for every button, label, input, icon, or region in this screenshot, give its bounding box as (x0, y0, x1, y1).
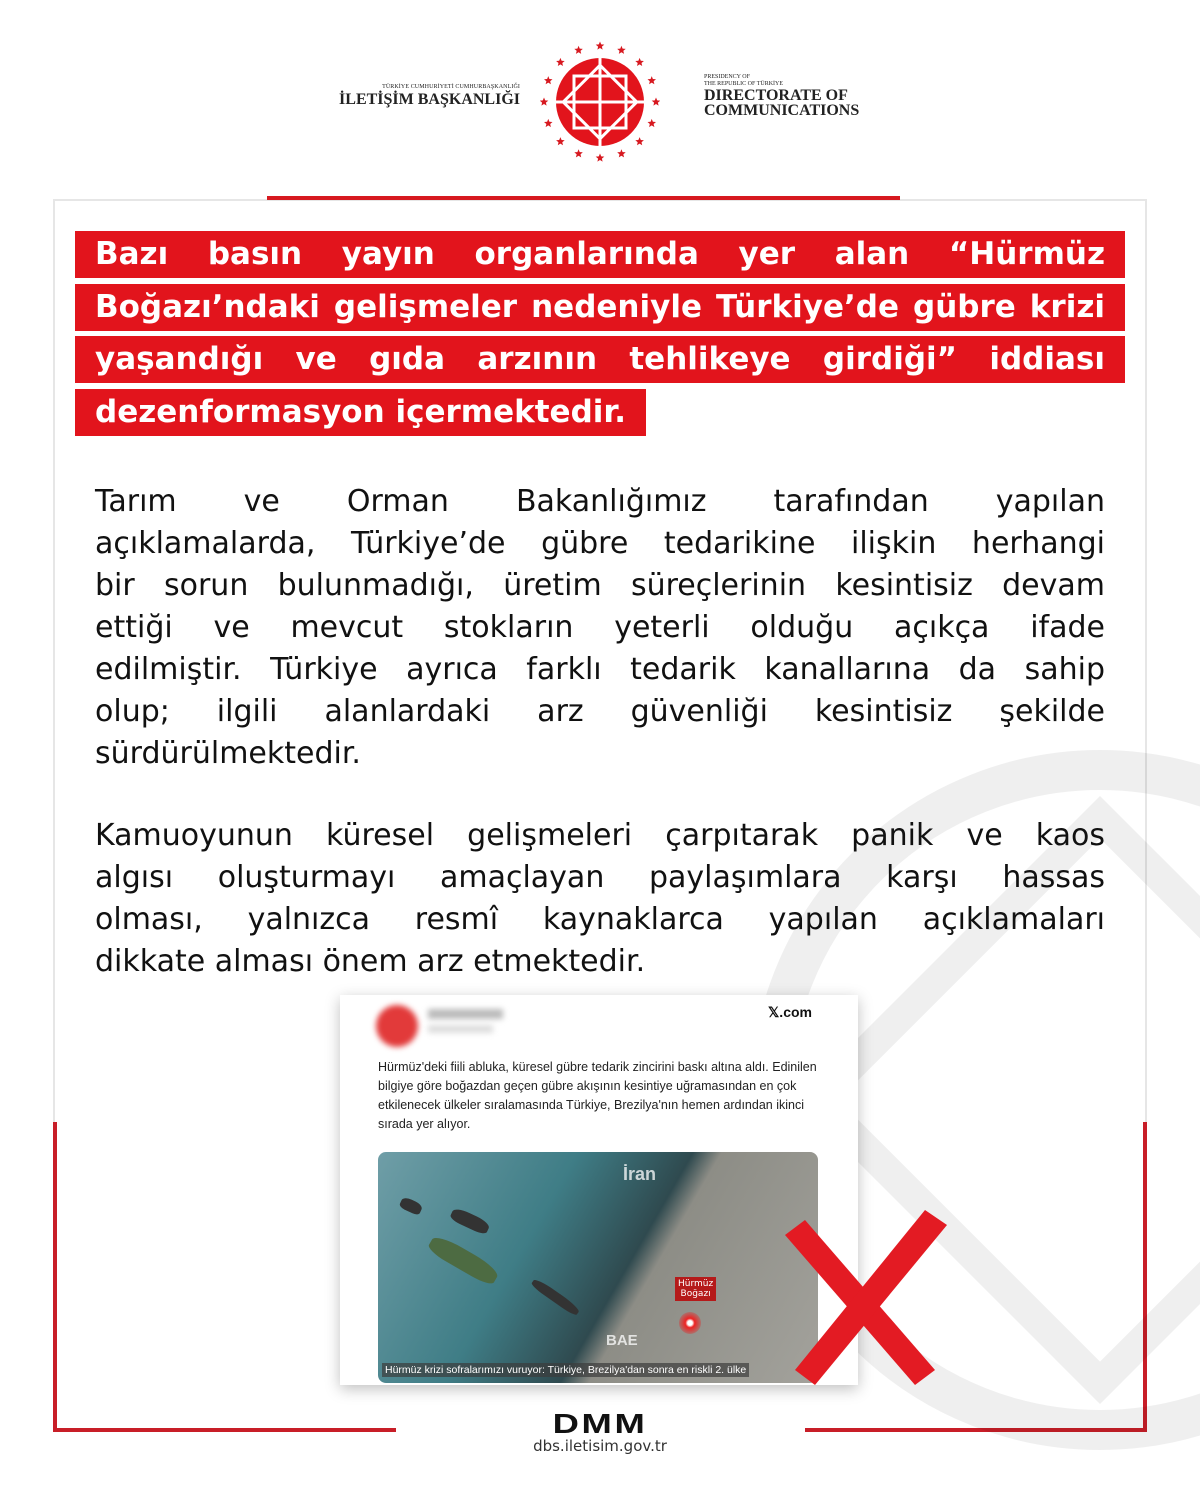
body-p2-line: Kamuoyunun küresel gelişmeleri çarpıtarak panik ve kaos (95, 818, 1105, 853)
ship (449, 1206, 491, 1236)
headline-line-4: dezenformasyon içermektedir. (75, 389, 646, 436)
emblem-star-icon (635, 58, 644, 66)
tweet-text: Hürmüz'deki fiili abluka, küresel gübre tedarik zincirini baskı altına aldı. Edinilen bilgiye göre boğazdan geçen gübre akışının kesintiye uğramasından en çok etkilenecek ülkeler sıralamasında Türkiye, Brezilya'nın hemen ardından ikinci sırada yer alıyor. (378, 1060, 817, 1131)
blurred-account-handle (428, 1025, 493, 1033)
emblem-star-icon (574, 149, 583, 157)
emblem-star-icon (596, 154, 605, 162)
body-p1-line: Tarım ve Orman Bakanlığımız tarafından yapılan (95, 484, 1105, 519)
emblem-star-icon (556, 58, 565, 66)
body-p1-line: sürdürülmektedir. (95, 736, 361, 771)
image-caption: Hürmüz krizi sofralarımızı vuruyor: Türkiye, Brezilya'dan sonra en riskli 2. ülke (382, 1363, 749, 1377)
map-label-iran: İran (623, 1164, 657, 1184)
body-p1-line: edilmiştir. Türkiye ayrıca farklı tedarik kanallarına da sahip (95, 652, 1105, 687)
emblem-logo-icon (540, 32, 660, 172)
header-left-title: İLETİŞİM BAŞKANLIĞI (339, 91, 520, 108)
map-pin-label (675, 1277, 716, 1301)
body-p1-line: ettiği ve mevcut stokların yeterli olduğu açıkça ifade (95, 610, 1105, 645)
ship (530, 1277, 581, 1317)
header-right-small-2: THE REPUBLIC OF TÜRKİYE (704, 81, 784, 87)
header-left-small: TÜRKİYE CUMHURİYETİ CUMHURBAŞKANLIĞI (382, 84, 520, 90)
emblem-star-icon (648, 119, 657, 127)
body-p1-line: açıklamalarda, Türkiye’de gübre tedarikine ilişkin herhangi (95, 526, 1105, 561)
body-p1-line: olup; ilgili alanlardaki arz güvenliği kesintisiz şekilde (95, 694, 1105, 729)
body-p2-line: algısı oluşturmayı amaçlayan paylaşımlara karşı hassas (95, 860, 1105, 895)
red-x-icon (775, 1195, 955, 1395)
emblem-star-icon (540, 98, 548, 106)
headline-line-2: Boğazı’ndaki gelişmeler nedeniyle Türkiye’de gübre krizi (75, 284, 1125, 331)
map-label-bae: BAE (606, 1332, 638, 1349)
header-right-title-1: DIRECTORATE OF (704, 87, 848, 104)
headline-line-1: Bazı basın yayın organlarında yer alan “Hürmüz (75, 231, 1125, 278)
header-right-title-2: COMMUNICATIONS (704, 102, 860, 119)
emblem-star-icon (544, 76, 553, 84)
emblem-star-icon (617, 149, 626, 157)
body-p2-line: dikkate alması önem arz etmektedir. (95, 944, 646, 979)
dmm-logo: DMM (552, 1408, 648, 1439)
pin-label-line-2: Boğazı (680, 1289, 711, 1299)
emblem-star-icon (544, 119, 553, 127)
x-com-label: 𝕏.com (768, 1004, 812, 1020)
blurred-avatar (376, 1005, 418, 1047)
ship (426, 1233, 501, 1288)
ship (398, 1196, 423, 1216)
body-p1-line: bir sorun bulunmadığı, üretim süreçlerinin kesintisiz devam (95, 568, 1105, 603)
emblem-star-icon (652, 98, 660, 106)
location-marker-icon (679, 1312, 701, 1334)
emblem-star-icon (556, 137, 565, 145)
body-p2-line: olması, yalnızca resmî kaynaklarca yapılan açıklamaları (95, 902, 1105, 937)
header-right-logo-text (704, 74, 859, 118)
emblem-star-icon (617, 46, 626, 54)
emblem-star-icon (635, 137, 644, 145)
footer-url[interactable]: dbs.iletisim.gov.tr (533, 1437, 667, 1455)
left-red-rule (53, 1122, 57, 1432)
top-red-rule (267, 196, 900, 200)
emblem-star-icon (574, 46, 583, 54)
emblem-star-icon (596, 42, 605, 50)
tweet-map-image (378, 1152, 818, 1383)
header-left-logo-text (330, 84, 520, 109)
header-right-small-1: PRESIDENCY OF (704, 74, 750, 80)
pin-label-line-1: Hürmüz (678, 1279, 714, 1289)
headline-line-3: yaşandığı ve gıda arzının tehlikeye girdiği” iddiası (75, 336, 1125, 383)
emblem-star-icon (648, 76, 657, 84)
blurred-account-name (428, 1009, 503, 1019)
